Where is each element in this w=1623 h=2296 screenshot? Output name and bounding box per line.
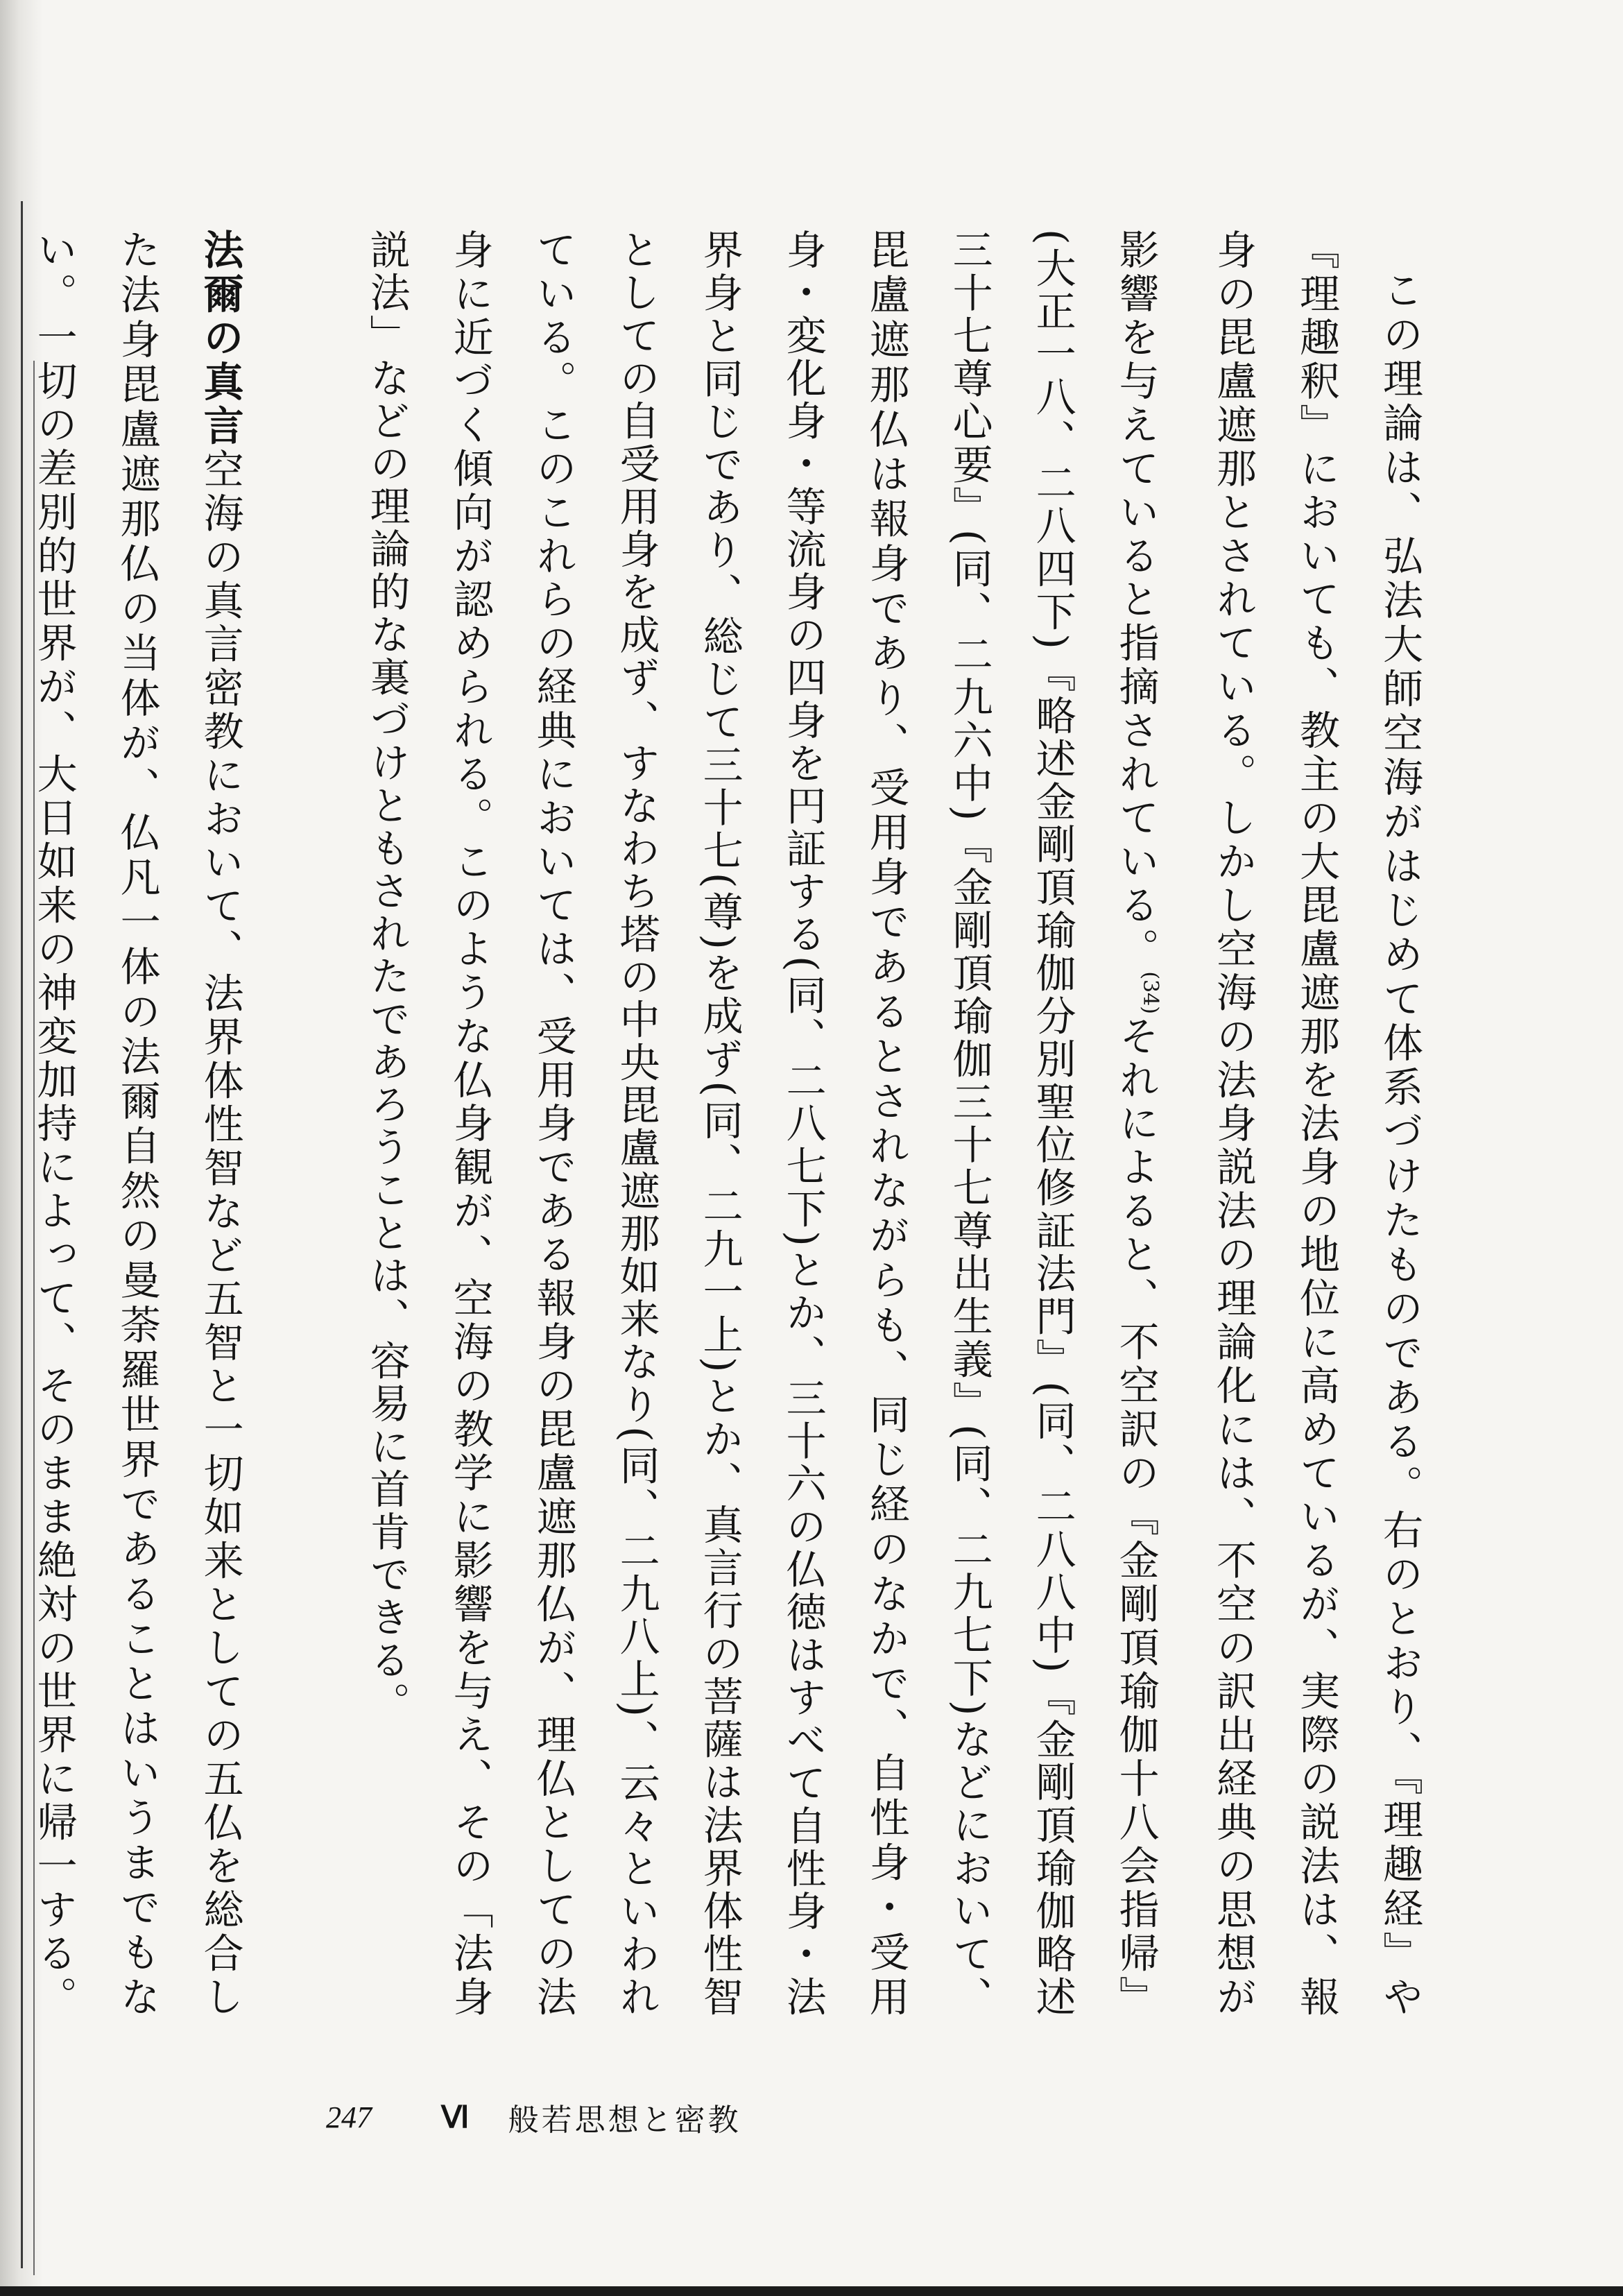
page-number: 247	[326, 2100, 372, 2134]
running-head-title: 般若思想と密教	[508, 2102, 741, 2138]
paragraph-text: 空海の真言密教において、法界体性智など五智と一切如来としての五仏を総合した法身毘盧遮那仏の当体が、仏凡一体の法爾自然の曼荼羅世界であることはいうまでもない。一切の差別的世界が、大日如来の神変加持によって、そのまま絶対の世界に帰一する。	[30, 229, 244, 2019]
paragraph	[345, 229, 1441, 2019]
section-heading: 法爾の真言	[196, 229, 244, 449]
paragraph-text: それによると、不空訳の『金剛頂瑜伽十八会指帰』(大正一八、二八四下)『略述金剛頂瑜伽分別聖位修証法門』(同、二八八中)『金剛頂瑜伽略述三十七尊心要』(同、二九六中)『金剛頂瑜伽三十七尊出生義』(同、二九七下)などにおいて、毘盧遮那仏は報身であり、受用身であるとされながらも、同じ経のなかで、自性身・受用身・変化身・等流身の四身を円証する(同、二八七下)とか、三十六の仏徳はすべて自性身・法界身と同じであり、総じて三十七(尊)を成ず(同、二九一上)とか、真言行の菩薩は法界体性智としての自受用身を成ず、すなわち塔の中央毘盧遮那如来なり(同、二九八上)、云々といわれている。このこれらの経典においては、受用身である報身の毘盧遮那仏が、理仏としての法身に近づく傾向が認められる。このような仏身観が、空海の教学に影響を与え、その「法身説法」などの理論的な裏づけともされたであろうことは、容易に首肯できる。	[363, 229, 1160, 2019]
section-paragraph	[0, 229, 262, 2019]
chapter-number: Ⅵ	[441, 2100, 470, 2134]
page-footer	[326, 2096, 741, 2138]
footnote-reference: (34)	[1138, 971, 1162, 1014]
paragraph-text: この理論は、弘法大師空海がはじめて体系づけたものである。右のとおり、『理趣経』や『理趣釈』においても、教主の大毘盧遮那を法身の地位に高めているが、実際の説法は、報身の毘盧遮那とされている。しかし空海の法身説法の理論化には、不空の訳出経典の思想が影響を与えていると指摘されている。	[1112, 229, 1423, 2019]
vertical-body-text	[0, 229, 1441, 2019]
scan-bottom-border	[0, 2286, 1623, 2296]
